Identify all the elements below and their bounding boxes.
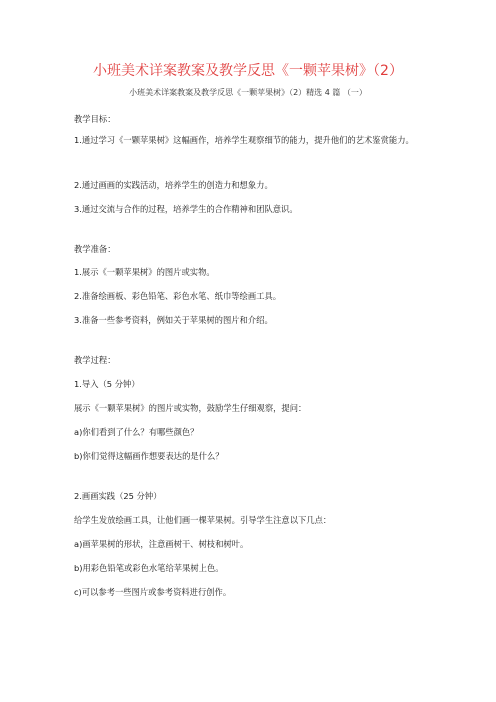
process-step-2-point-b: b)用彩色铅笔或彩色水笔给苹果树上色。: [74, 563, 224, 573]
document-title: 小班美术详案教案及教学反思《一颗苹果树》（2）: [93, 63, 403, 79]
process-step-2-point-a: a)画苹果树的形状，注意画树干、树枝和树叶。: [74, 539, 249, 549]
section-heading-process: 教学过程：: [74, 355, 116, 365]
section-heading-objectives: 教学目标：: [74, 114, 116, 124]
document-subtitle: 小班美术详案教案及教学反思《一颗苹果树》（2）精选 4 篇 （一）: [129, 88, 367, 97]
process-step-2-point-c: c)可以参考一些图片或参考资料进行创作。: [74, 587, 232, 597]
process-step-2-heading: 2.画画实践（25 分钟）: [74, 491, 162, 501]
preparation-item-2: 2.准备绘画板、彩色铅笔、彩色水笔、纸巾等绘画工具。: [74, 291, 282, 301]
process-step-1-question-b: b)你们觉得这幅画作想要表达的是什么？: [74, 451, 224, 461]
objective-item-1: 1.通过学习《一颗苹果树》这幅画作，培养学生观察细节的能力，提升他们的艺术鉴赏能力。: [74, 135, 414, 145]
process-step-1-question-a: a)你们看到了什么？有哪些颜色？: [74, 427, 199, 437]
process-step-1-heading: 1.导入（5 分钟）: [74, 379, 140, 389]
preparation-item-1: 1.展示《一颗苹果树》的图片或实物。: [74, 267, 215, 277]
objective-item-3: 3.通过交流与合作的过程，培养学生的合作精神和团队意识。: [74, 204, 298, 214]
preparation-item-3: 3.准备一些参考资料，例如关于苹果树的图片和介绍。: [74, 315, 273, 325]
objective-item-2: 2.通过画画的实践活动，培养学生的创造力和想象力。: [74, 180, 273, 190]
section-heading-preparation: 教学准备：: [74, 244, 116, 254]
process-step-1-text: 展示《一颗苹果树》的图片或实物，鼓励学生仔细观察，提问：: [74, 403, 307, 413]
process-step-2-text: 给学生发放绘画工具，让他们画一棵苹果树。引导学生注意以下几点：: [74, 515, 332, 525]
